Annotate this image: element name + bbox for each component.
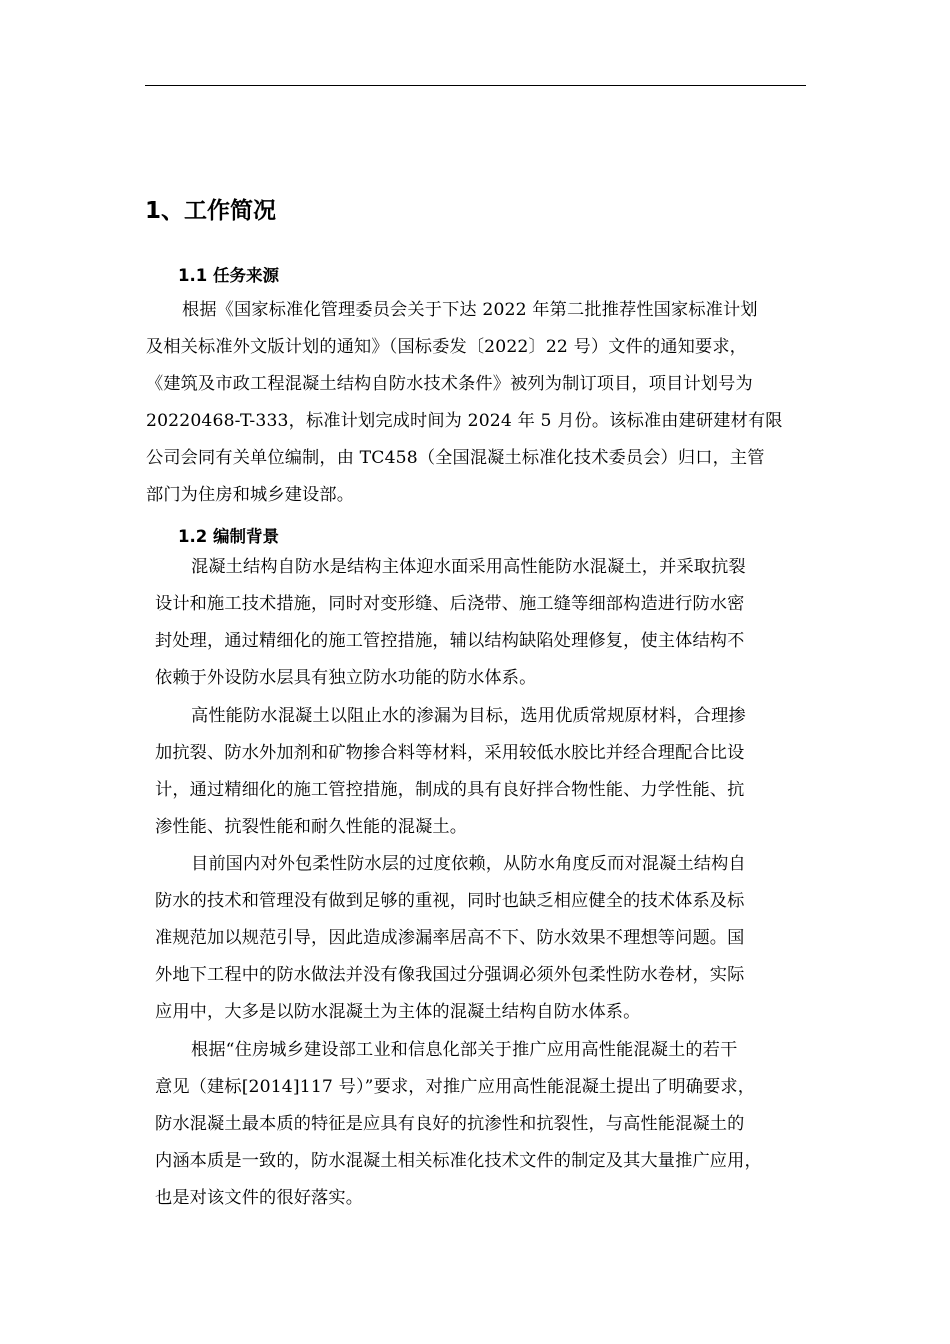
paragraph-line: 设计和施工技术措施，同时对变形缝、后浇带、施工缝等细部构造进行防水密 (155, 594, 745, 614)
paragraph-line: 准规范加以规范引导，因此造成渗漏率居高不下、防水效果不理想等问题。国 (155, 928, 745, 948)
paragraph-line: 混凝土结构自防水是结构主体迎水面采用高性能防水混凝土，并采取抗裂 (191, 557, 746, 577)
paragraph-line: 防水的技术和管理没有做到足够的重视，同时也缺乏相应健全的技术体系及标 (155, 891, 745, 911)
paragraph-line: 计，通过精细化的施工管控措施，制成的具有良好拌合物性能、力学性能、抗 (155, 780, 745, 800)
paragraph-line: 及相关标准外文版计划的通知》（国标委发〔2022〕22 号）文件的通知要求， (146, 337, 747, 357)
paragraph-line: 也是对该文件的很好落实。 (155, 1188, 364, 1208)
paragraph-background-1 (155, 549, 802, 697)
paragraph-line: 依赖于外设防水层具有独立防水功能的防水体系。 (155, 668, 537, 688)
paragraph-background-3 (155, 846, 802, 1031)
paragraph-line: 20220468-T-333，标准计划完成时间为 2024 年 5 月份。该标准由建研建材有限 (146, 411, 783, 431)
paragraph-line: 加抗裂、防水外加剂和矿物掺合料等材料，采用较低水胶比并经合理配合比设 (155, 743, 745, 763)
paragraph-line: 内涵本质是一致的，防水混凝土相关标准化技术文件的制定及其大量推广应用， (155, 1151, 762, 1171)
paragraph-line: 防水混凝土最本质的特征是应具有良好的抗渗性和抗裂性，与高性能混凝土的 (155, 1114, 745, 1134)
paragraph-line: 目前国内对外包柔性防水层的过度依赖，从防水角度反而对混凝土结构自 (191, 854, 746, 874)
paragraph-line: 公司会同有关单位编制，由 TC458（全国混凝土标准化技术委员会）归口，主管 (146, 448, 765, 468)
subsection-heading-background: 1.2 编制背景 (178, 527, 279, 546)
paragraph-line: 外地下工程中的防水做法并没有像我国过分强调必须外包柔性防水卷材，实际 (155, 965, 745, 985)
paragraph-line: 渗性能、抗裂性能和耐久性能的混凝土。 (155, 817, 468, 837)
paragraph-line: 封处理，通过精细化的施工管控措施，辅以结构缺陷处理修复，使主体结构不 (155, 631, 745, 651)
paragraph-background-2 (155, 698, 802, 846)
paragraph-line: 根据“住房城乡建设部工业和信息化部关于推广应用高性能混凝土的若干 (191, 1040, 738, 1060)
header-rule (145, 85, 806, 86)
subsection-heading-task-source: 1.1 任务来源 (178, 266, 279, 285)
paragraph-background-4 (155, 1032, 802, 1217)
paragraph-line: 应用中，大多是以防水混凝土为主体的混凝土结构自防水体系。 (155, 1002, 641, 1022)
paragraph-line: 高性能防水混凝土以阻止水的渗漏为目标，选用优质常规原材料，合理掺 (191, 706, 746, 726)
paragraph-line: 《建筑及市政工程混凝土结构自防水技术条件》被列为制订项目，项目计划号为 (146, 374, 753, 394)
paragraph-line: 意见（建标[2014]117 号）”要求，对推广应用高性能混凝土提出了明确要求， (155, 1077, 756, 1097)
paragraph-task-source (146, 292, 806, 514)
paragraph-line: 根据《国家标准化管理委员会关于下达 2022 年第二批推荐性国家标准计划 (182, 300, 758, 320)
section-title: 1、工作简况 (145, 198, 277, 224)
paragraph-line: 部门为住房和城乡建设部。 (146, 485, 355, 505)
